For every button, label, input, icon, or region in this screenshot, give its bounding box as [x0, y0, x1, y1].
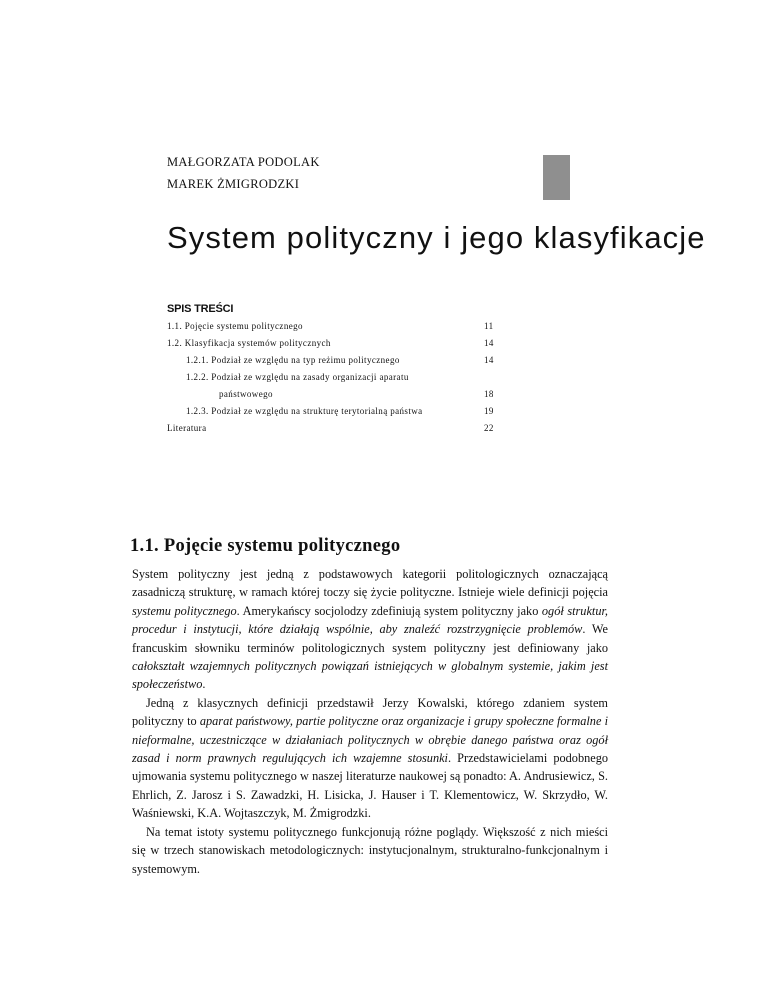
- paragraph: Na temat istoty systemu politycznego funkcjonują różne poglądy. Większość z nich mieści się w trzech stanowiskach metodologicznych: instytucjonalnym, strukturalno-funkcjonalnym i systemowym.: [132, 824, 608, 876]
- toc-entry[interactable]: [167, 420, 507, 437]
- toc-entry-page: 14: [484, 355, 494, 365]
- text-run: . Amerykańscy socjolodzy zdefiniują system polityczny jako: [236, 603, 542, 618]
- chapter-title: System polityczny i jego klasyfikacje: [167, 220, 706, 255]
- toc-entry-page: 18: [484, 389, 494, 399]
- paragraph: [132, 565, 608, 694]
- toc-entry-text: Literatura: [167, 423, 207, 433]
- author-name: MAREK ŻMIGRODZKI: [167, 177, 300, 191]
- text-run: System polityczny jest jedną z podstawowych kategorii politologicznych oznaczającą zasadniczą strukturę, w ramach której toczy się życie polityczne. Istnieje wiele definicji pojęcia: [132, 567, 608, 600]
- body-text: [132, 565, 608, 878]
- toc-entry-text: 1.2.3. Podział ze względu na strukturę terytorialną państwa: [186, 406, 423, 416]
- toc-entry[interactable]: [167, 352, 507, 369]
- text-run: . We francuskim słowniku terminów politologicznych system polityczny jest definiowany jako: [132, 622, 608, 655]
- toc-entry-page: 22: [484, 423, 494, 433]
- toc-entry-text: 1.2.1. Podział ze względu na typ reżimu politycznego: [186, 355, 400, 365]
- toc-entry[interactable]: [167, 335, 507, 352]
- table-of-contents: [167, 318, 507, 437]
- italic-quote: ogół struktur, procedur i instytucji, które działają wspólnie, aby znaleźć rozstrzygnięcie problemów: [132, 603, 608, 637]
- text-run: Jedną z klasycznych definicji przedstawił Jerzy Kowalski, którego zdaniem system polityczny to: [132, 695, 608, 729]
- toc-entry-page: 14: [484, 338, 494, 348]
- toc-entry[interactable]: [167, 369, 507, 386]
- author-name: MAŁGORZATA PODOLAK: [167, 155, 320, 169]
- toc-entry-page: 11: [484, 321, 494, 331]
- italic-term: systemu politycznego: [132, 603, 237, 618]
- toc-heading: SPIS TREŚCI: [167, 303, 234, 315]
- toc-entry[interactable]: [167, 318, 507, 335]
- italic-quote: aparat państwowy, partie polityczne oraz organizacje i grupy społeczne formalne i nieformalne, uczestniczące w działaniach politycznych w obrębie danego państwa oraz ogół zasad i norm prawnych regulujących ich wzajemne stosunki: [132, 714, 609, 766]
- toc-entry-text: 1.1. Pojęcie systemu politycznego: [167, 321, 303, 331]
- toc-entry-page: 19: [484, 406, 494, 416]
- toc-entry-text: 1.2. Klasyfikacja systemów politycznych: [167, 338, 331, 348]
- toc-entry-text: 1.2.2. Podział ze względu na zasady organizacji aparatu: [186, 372, 409, 382]
- toc-entry[interactable]: [167, 386, 507, 403]
- italic-quote: całokształt wzajemnych politycznych powiązań istniejących w globalnym systemie, jakim jest społeczeństwo: [132, 659, 608, 692]
- toc-entry-text: państwowego: [219, 389, 273, 399]
- toc-entry[interactable]: [167, 403, 507, 420]
- chapter-marker: [543, 155, 570, 200]
- paragraph: [132, 694, 608, 823]
- text-run: .: [202, 677, 206, 692]
- text-run: . Przedstawicielami podobnego ujmowania systemu politycznego w naszej literaturze naukowej są ponadto: A. Andrusiewicz, S. Ehrlich, Z. Jarosz i S. Zawadzki, H. Lisicka, J. Hauser i T. Klementowicz, W. Skrzydło, W. Waśniewski, K.A. Wojtaszczyk, M. Żmigrodzki.: [132, 751, 608, 821]
- section-heading: 1.1. Pojęcie systemu politycznego: [130, 536, 401, 556]
- authors-block: [167, 151, 320, 195]
